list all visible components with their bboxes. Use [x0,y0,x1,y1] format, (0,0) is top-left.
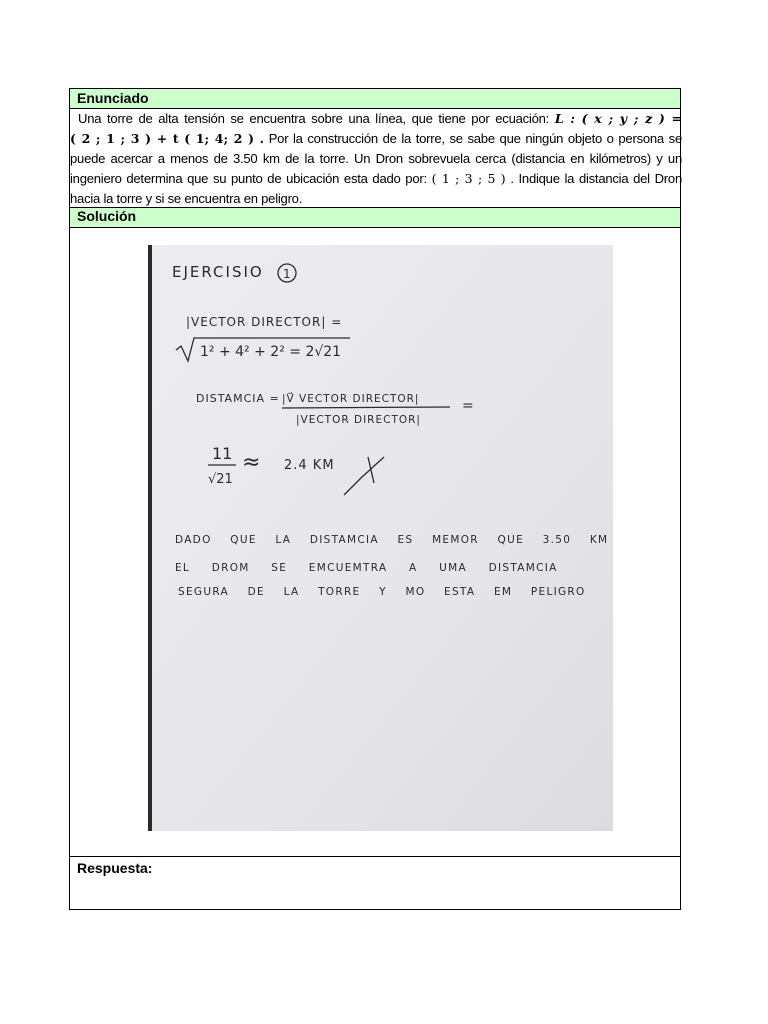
enunciado-line-1: Una torre de alta tensión se encuentra sobre una línea, que tiene por ecuación: L : ( x ; y ; z ) = [78,111,682,126]
enunciado-header [70,89,680,109]
hw-conclusion-3: SEGURA DE LA TORRE Y MO ESTA EM PELIGRO [178,586,586,598]
hw-denominator: |VECTOR DIRECTOR| [296,414,421,426]
hw-approx: ≈ [242,450,261,475]
enunciado-line-3: puede acercar a menos de 3.50 km de la torre. Un Dron sobrevuela cerca (distancia en kilómetros) y un [70,151,682,166]
enunciado-body [70,109,682,207]
handwritten-solution-photo [148,245,613,831]
hw-heading: EJERCISIO [172,263,264,281]
line-equation-rhs: ( 2 ; 1 ; 3 ) + t ( 1; 4; 2 ) . [70,131,264,146]
hw-conclusion-2: EL DROM SE EMCUEMTRA A UMA DISTAMCIA [175,562,558,574]
handwritten-solution-drawing [148,245,613,831]
line-equation-lhs: L : ( x ; y ; z ) = [554,111,682,126]
exercise-sheet [69,88,681,910]
hw-sqrt-expr: 1² + 4² + 2² = 2√21 [200,344,342,360]
hw-distancia-label: DISTAMCIA = [196,392,280,405]
hw-result-num: 11 [212,444,233,463]
hw-result-value: 2.4 KM [284,458,335,473]
respuesta-row [70,856,680,910]
respuesta-title: Respuesta: [77,860,153,876]
hw-vector-label: |VECTOR DIRECTOR| = [186,315,343,329]
enunciado-title: Enunciado [77,90,149,106]
hw-result-den: √21 [208,472,233,487]
hw-equals: = [462,398,474,414]
enunciado-line-2: ( 2 ; 1 ; 3 ) + t ( 1; 4; 2 ) . Por la construcción de la torre, se sabe que ningún objeto o persona se [70,131,682,146]
enunciado-line-4: ingeniero determina que su punto de ubicación esta dado por: ( 1 ; 3 ; 5 ) . Indique la distancia del Dron [70,171,682,186]
enunciado-line-5: hacia la torre y si se encuentra en peligro. [70,191,303,206]
drone-point: ( 1 ; 3 ; 5 ) [431,171,506,186]
solucion-title: Solución [77,208,137,224]
hw-conclusion-1: DADO QUE LA DISTAMCIA ES MEMOR QUE 3.50 KM [175,534,609,546]
solucion-header [70,207,680,228]
hw-numerator: |V⃗ VECTOR DIRECTOR| [282,393,420,405]
hw-heading-number: 1 [283,267,291,281]
